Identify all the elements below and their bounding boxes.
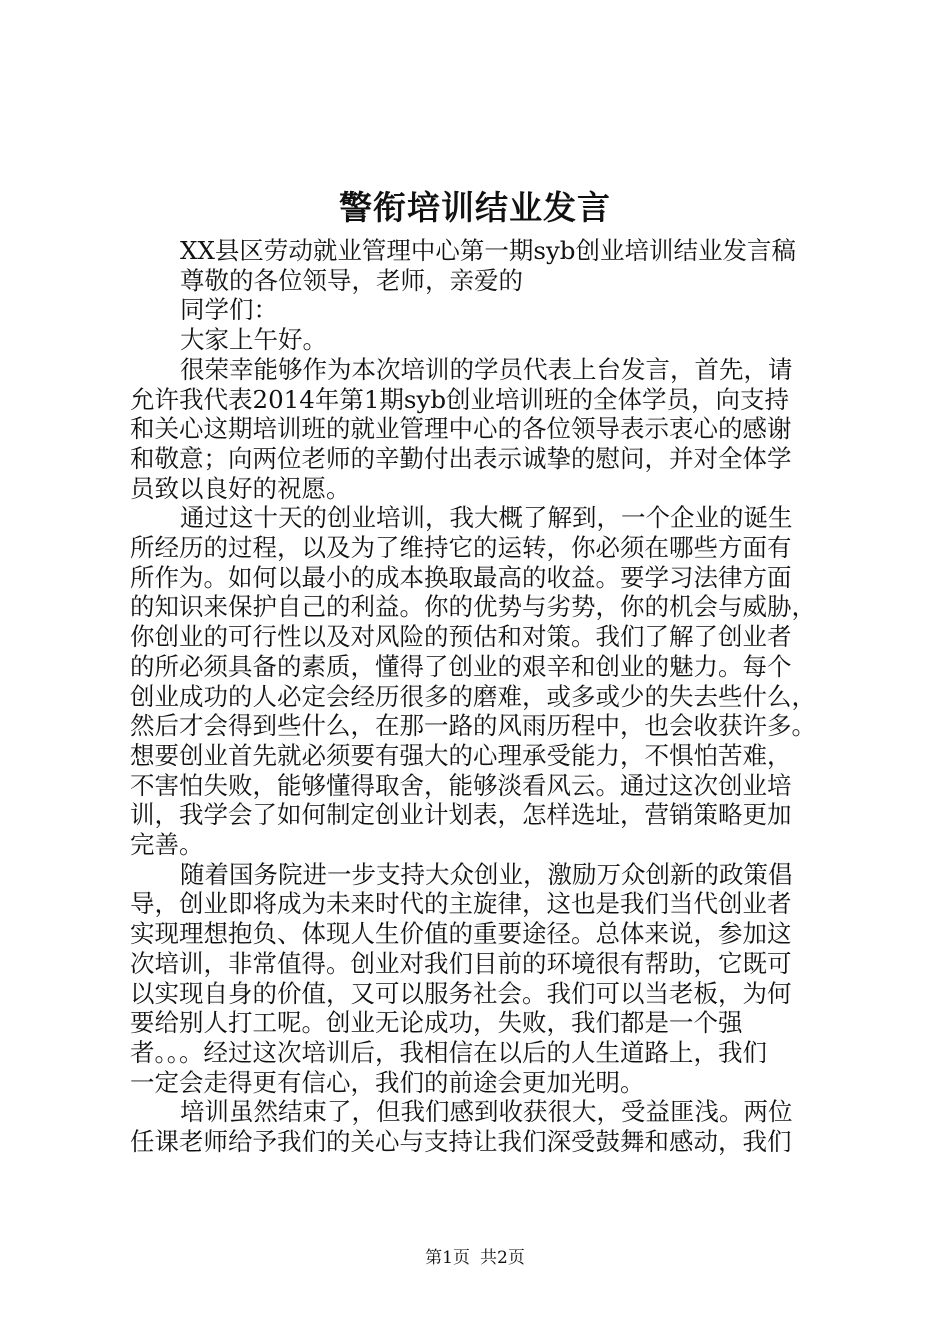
text-line: 大家上午好。	[180, 325, 327, 355]
document-body	[130, 236, 830, 1157]
text-line: 允许我代表2014年第1期syb创业培训班的全体学员，向支持	[130, 384, 790, 414]
text-line: 尊敬的各位领导，老师，亲爱的	[180, 265, 523, 295]
text-line: 和关心这期培训班的就业管理中心的各位领导表示衷心的感谢	[130, 414, 792, 444]
text-line: 次培训，非常值得。创业对我们目前的环境很有帮助，它既可	[130, 948, 792, 978]
text-line: 导，创业即将成为未来时代的主旋律，这也是我们当代创业者	[130, 889, 792, 919]
page-total: 共2页	[480, 1248, 525, 1268]
text-line: 所作为。如何以最小的成本换取最高的收益。要学习法律方面	[130, 562, 792, 592]
text-line: 要给别人打工呢。创业无论成功，失败，我们都是一个强	[130, 1008, 743, 1038]
text-line: 同学们：	[180, 295, 278, 325]
document-title: 警衔培训结业发言	[339, 188, 611, 227]
text-line: 员致以良好的祝愿。	[130, 473, 351, 503]
text-line: 的知识来保护自己的利益。你的优势与劣势，你的机会与威胁，	[130, 592, 816, 622]
text-line: 训，我学会了如何制定创业计划表，怎样选址，营销策略更加	[130, 800, 792, 830]
text-line: 想要创业首先就必须要有强大的心理承受能力，不惧怕苦难，	[130, 740, 792, 770]
text-line: 不害怕失败，能够懂得取舍，能够淡看风云。通过这次创业培	[130, 770, 792, 800]
text-line: 以实现自身的价值，又可以服务社会。我们可以当老板，为何	[130, 978, 792, 1008]
page-footer	[0, 1246, 950, 1270]
text-line: 和敬意；向两位老师的辛勤付出表示诚挚的慰问，并对全体学	[130, 443, 792, 473]
text-line: 完善。	[130, 830, 204, 860]
text-line: 实现理想抱负、体现人生价值的重要途径。总体来说，参加这	[130, 919, 792, 949]
text-line: 培训虽然结束了，但我们感到收获很大，受益匪浅。两位	[180, 1097, 793, 1127]
text-line: 一定会走得更有信心，我们的前途会更加光明。	[130, 1067, 645, 1097]
page-number: 第1页	[425, 1248, 470, 1268]
text-line: 创业成功的人必定会经历很多的磨难，或多或少的失去些什么，	[130, 681, 816, 711]
text-line: 任课老师给予我们的关心与支持让我们深受鼓舞和感动，我们	[130, 1127, 792, 1157]
text-line: 所经历的过程，以及为了维持它的运转，你必须在哪些方面有	[130, 533, 792, 563]
text-line: 的所必须具备的素质，懂得了创业的艰辛和创业的魅力。每个	[130, 651, 792, 681]
text-line: 你创业的可行性以及对风险的预估和对策。我们了解了创业者	[130, 622, 792, 652]
text-line: 随着国务院进一步支持大众创业，激励万众创新的政策倡	[180, 859, 793, 889]
text-line: 然后才会得到些什么，在那一路的风雨历程中，也会收获许多。	[130, 711, 816, 741]
text-line: 通过这十天的创业培训，我大概了解到，一个企业的诞生	[180, 503, 793, 533]
text-line: 很荣幸能够作为本次培训的学员代表上台发言，首先，请	[180, 354, 793, 384]
text-line: XX县区劳动就业管理中心第一期syb创业培训结业发言稿	[180, 236, 796, 265]
text-line: 者。。。经过这次培训后，我相信在以后的人生道路上，我们	[130, 1037, 767, 1067]
